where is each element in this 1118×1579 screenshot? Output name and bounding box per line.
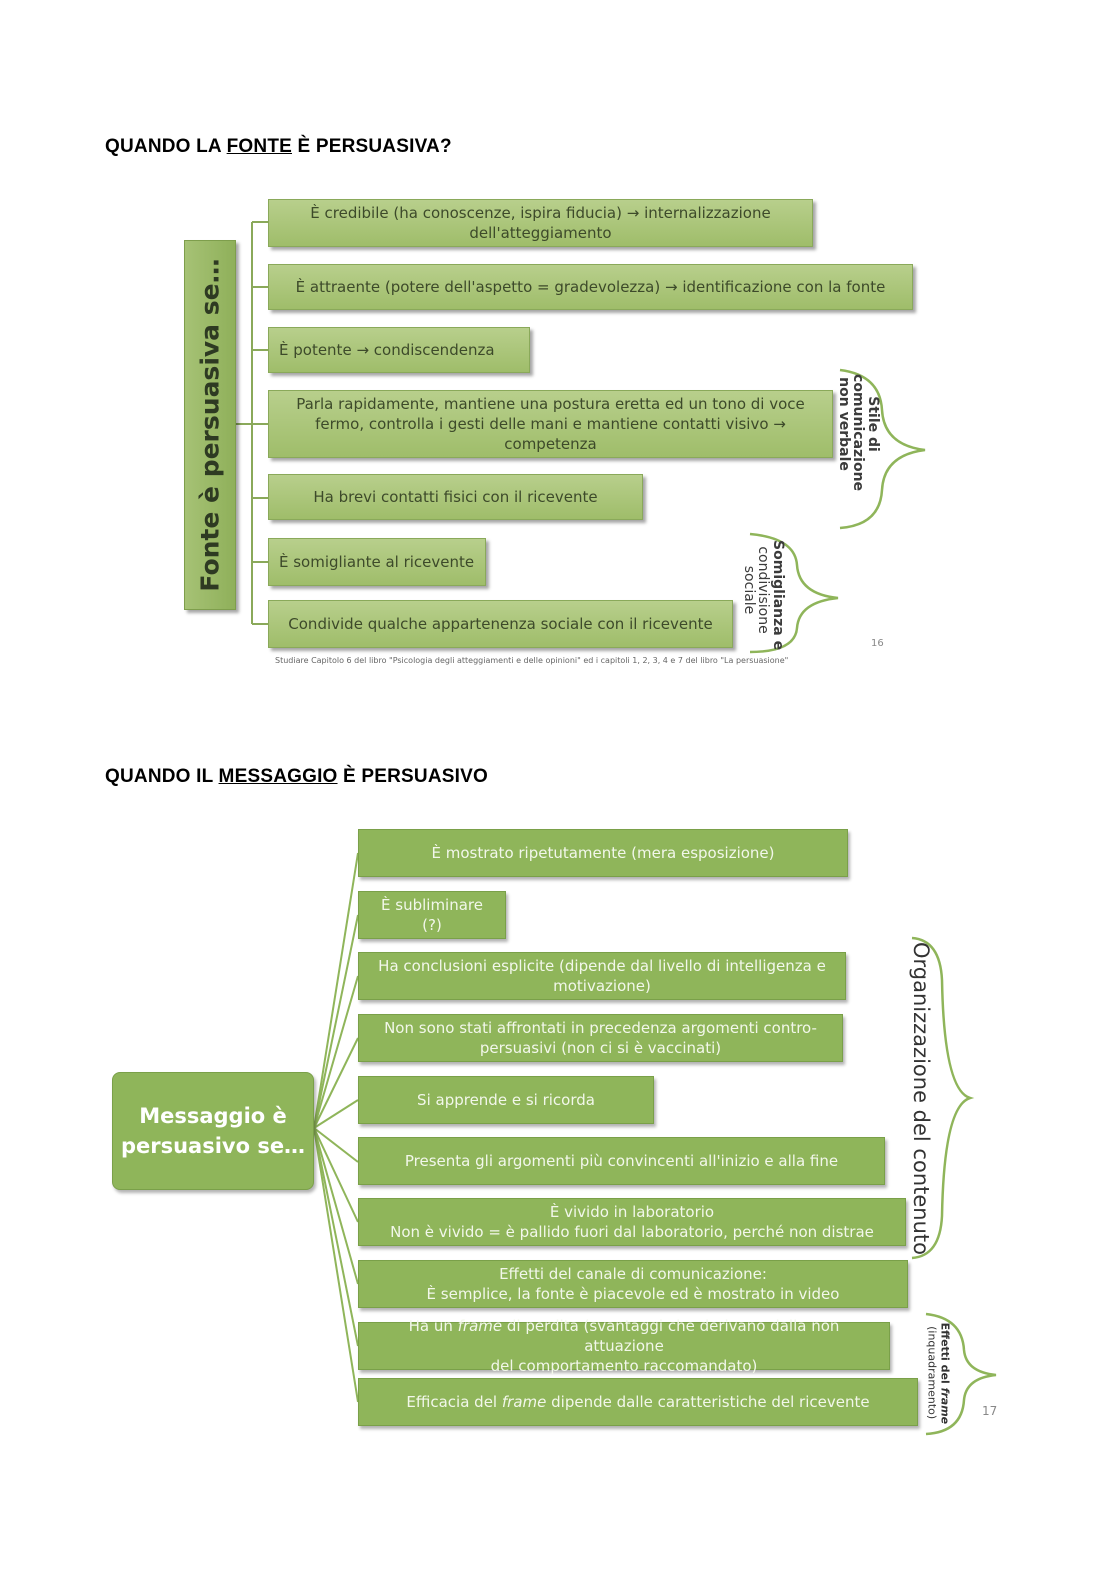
brace-label-frame-effects: Effetti del frame (inquadramento) [926, 1322, 952, 1425]
message-box-strongest-arguments: Presenta gli argomenti più convincenti all'inizio e alla fine [358, 1137, 885, 1185]
slide1-page-number: 16 [871, 638, 884, 649]
message-box-channel-effects: Effetti del canale di comunicazione: È semplice, la fonte è piacevole ed è mostrato in video [358, 1260, 908, 1308]
source-box-credible: È credibile (ha conoscenze, ispira fiducia) → internalizzazione dell'atteggiamento [268, 199, 813, 247]
message-box-learned-remembered: Si apprende e si ricorda [358, 1076, 654, 1124]
message-box-repeated-exposure: È mostrato ripetutamente (mera esposizione) [358, 829, 848, 877]
source-box-physical-contact: Ha brevi contatti fisici con il ricevente [268, 474, 643, 520]
brace-label-similarity: Somiglianza e condivisione sociale [740, 540, 787, 651]
source-persuasive-vertical-box: Fonte è persuasiva se… [184, 240, 236, 610]
message-box-counter-arguments: Non sono stati affrontati in precedenza argomenti contro- persuasivi (non ci si è vaccinati) [358, 1014, 843, 1062]
source-box-social-belonging: Condivide qualche appartenenza sociale con il ricevente [268, 600, 733, 648]
section2-heading: QUANDO IL MESSAGGIO È PERSUASIVO [105, 766, 488, 787]
source-box-attractive: È attraente (potere dell'aspetto = gradevolezza) → identificazione con la fonte [268, 264, 913, 310]
source-box-powerful: È potente → condiscendenza [268, 327, 530, 373]
brace-label-content-organization: Organizzazione del contenuto [909, 942, 933, 1255]
slide2-page-number: 17 [982, 1404, 998, 1418]
message-box-explicit-conclusions: Ha conclusioni esplicite (dipende dal livello di intelligenza e motivazione) [358, 952, 846, 1000]
slide1-footer-note: Studiare Capitolo 6 del libro "Psicologia degli atteggiamenti e delle opinioni" ed i capitoli 1, 2, 3, 4 e 7 del libro "La persuasione" [275, 656, 789, 665]
message-box-vivid-laboratory: È vivido in laboratorio Non è vivido = è pallido fuori dal laboratorio, perché non distrae [358, 1198, 906, 1246]
source-box-similar: È somigliante al ricevente [268, 538, 486, 586]
message-box-frame-efficacy: Efficacia del frame dipende dalle caratteristiche del ricevente [358, 1378, 918, 1426]
message-box-subliminal: È subliminare (?) [358, 891, 506, 939]
message-box-loss-frame: Ha un frame di perdita (svantaggi che derivano dalla non attuazione del comportamento raccomandato) [358, 1322, 890, 1370]
message-persuasive-main-box: Messaggio è persuasivo se… [112, 1072, 314, 1190]
section1-heading: QUANDO LA FONTE È PERSUASIVA? [105, 136, 452, 157]
source-box-speaks-fast: Parla rapidamente, mantiene una postura eretta ed un tono di voce fermo, controlla i gesti delle mani e mantiene contatti visivo → competenza [268, 390, 833, 458]
brace-label-nonverbal: Stile di comunicazione non verbale [835, 374, 882, 492]
